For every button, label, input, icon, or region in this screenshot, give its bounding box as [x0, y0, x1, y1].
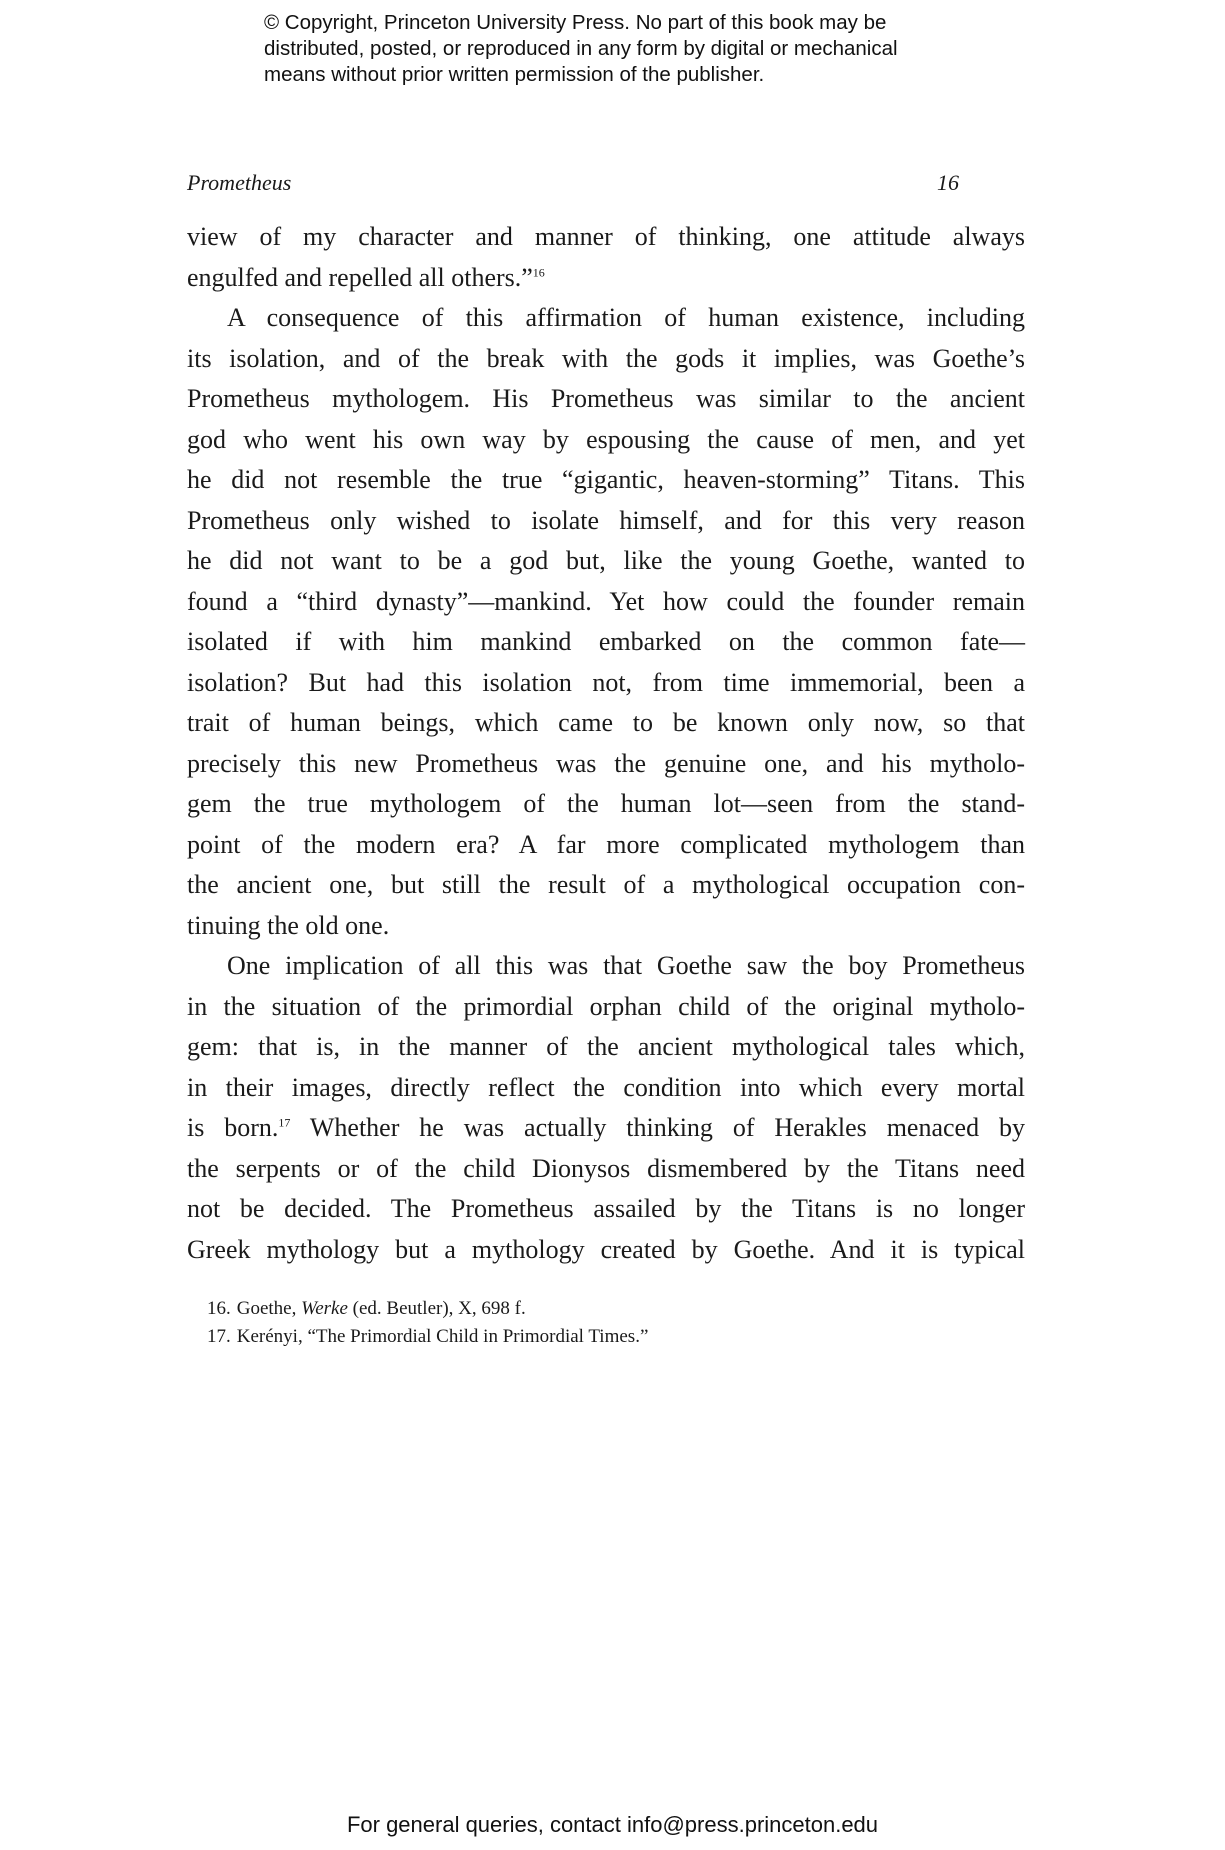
- text-line: the serpents or of the child Dionysos dismembered by the Titans need: [187, 1153, 1025, 1183]
- text-line: the ancient one, but still the result of a mythological occupation con-: [187, 870, 1025, 899]
- copyright-line: distributed, posted, or reproduced in any form by digital or mechanical: [264, 37, 898, 60]
- footnote-author: Goethe,: [236, 1298, 297, 1319]
- footnote-16: [207, 1295, 907, 1323]
- page-number: 16: [937, 170, 959, 195]
- text-line: found a “third dynasty”—mankind. Yet how could the founder remain: [187, 586, 1025, 616]
- copyright-line: © Copyright, Princeton University Press. No part of this book may be: [264, 11, 887, 34]
- copyright-line: means without prior written permission of the publisher.: [264, 63, 765, 86]
- line-text: engulfed and repelled all others.”: [187, 262, 533, 292]
- text-line: god who went his own way by espousing the cause of men, and yet: [187, 424, 1025, 454]
- footnote-text: (ed. Beutler), X, 698 f.: [352, 1298, 526, 1319]
- running-title: Prometheus: [187, 170, 292, 195]
- text-line: trait of human beings, which came to be known only now, so that: [187, 708, 1025, 737]
- text-line: [187, 1108, 1025, 1149]
- text-line: gem: that is, in the manner of the ancient mythological tales which,: [187, 1032, 1025, 1061]
- copyright-notice: [264, 10, 984, 88]
- body-text: [187, 217, 1025, 1270]
- footnote-text: Kerényi, “The Primordial Child in Primordial Times.”: [236, 1326, 649, 1347]
- text-line: Prometheus only wished to isolate himself, and for this very reason: [187, 505, 1025, 535]
- footnote-number: 16.: [207, 1298, 231, 1319]
- footnote-work-title: Werke: [301, 1298, 348, 1319]
- text-line: tinuing the old one.: [187, 910, 390, 940]
- text-line: point of the modern era? A far more complicated mythologem than: [187, 829, 1025, 859]
- footnote-ref-17: 17: [278, 1115, 291, 1130]
- footnote-number: 17.: [207, 1326, 231, 1347]
- text-line: he did not resemble the true “gigantic, heaven-storming” Titans. This: [187, 465, 1025, 494]
- line-text: is born.: [187, 1113, 279, 1142]
- text-line: gem the true mythologem of the human lot—seen from the stand-: [187, 789, 1025, 818]
- text-line: isolated if with him mankind embarked on the common fate—: [187, 627, 1025, 656]
- text-line: in their images, directly reflect the condition into which every mortal: [187, 1072, 1025, 1102]
- footnotes: [207, 1295, 907, 1351]
- text-line: not be decided. The Prometheus assailed by the Titans is no longer: [187, 1194, 1025, 1223]
- footnote-17: [207, 1323, 907, 1351]
- running-head: [187, 170, 959, 200]
- footnote-ref-16: 16: [532, 264, 545, 279]
- text-line: precisely this new Prometheus was the genuine one, and his mytholo-: [187, 748, 1025, 778]
- text-line: One implication of all this was that Goethe saw the boy Prometheus: [227, 951, 1025, 980]
- line-text: Whether he was actually thinking of Herakles menaced by: [290, 1113, 1025, 1142]
- text-line: he did not want to be a god but, like the young Goethe, wanted to: [187, 546, 1025, 575]
- contact-footer: For general queries, contact info@press.princeton.edu: [346, 1812, 879, 1837]
- text-line: in the situation of the primordial orphan child of the original mytholo-: [187, 991, 1025, 1021]
- text-line: [187, 258, 1025, 299]
- text-line: view of my character and manner of thinking, one attitude always: [187, 222, 1025, 251]
- text-line: its isolation, and of the break with the gods it implies, was Goethe’s: [187, 343, 1025, 373]
- text-line: Prometheus mythologem. His Prometheus was similar to the ancient: [187, 384, 1025, 413]
- text-line: Greek mythology but a mythology created by Goethe. And it is typical: [187, 1234, 1025, 1264]
- text-line: isolation? But had this isolation not, from time immemorial, been a: [187, 667, 1025, 697]
- text-line: A consequence of this affirmation of human existence, including: [227, 303, 1025, 332]
